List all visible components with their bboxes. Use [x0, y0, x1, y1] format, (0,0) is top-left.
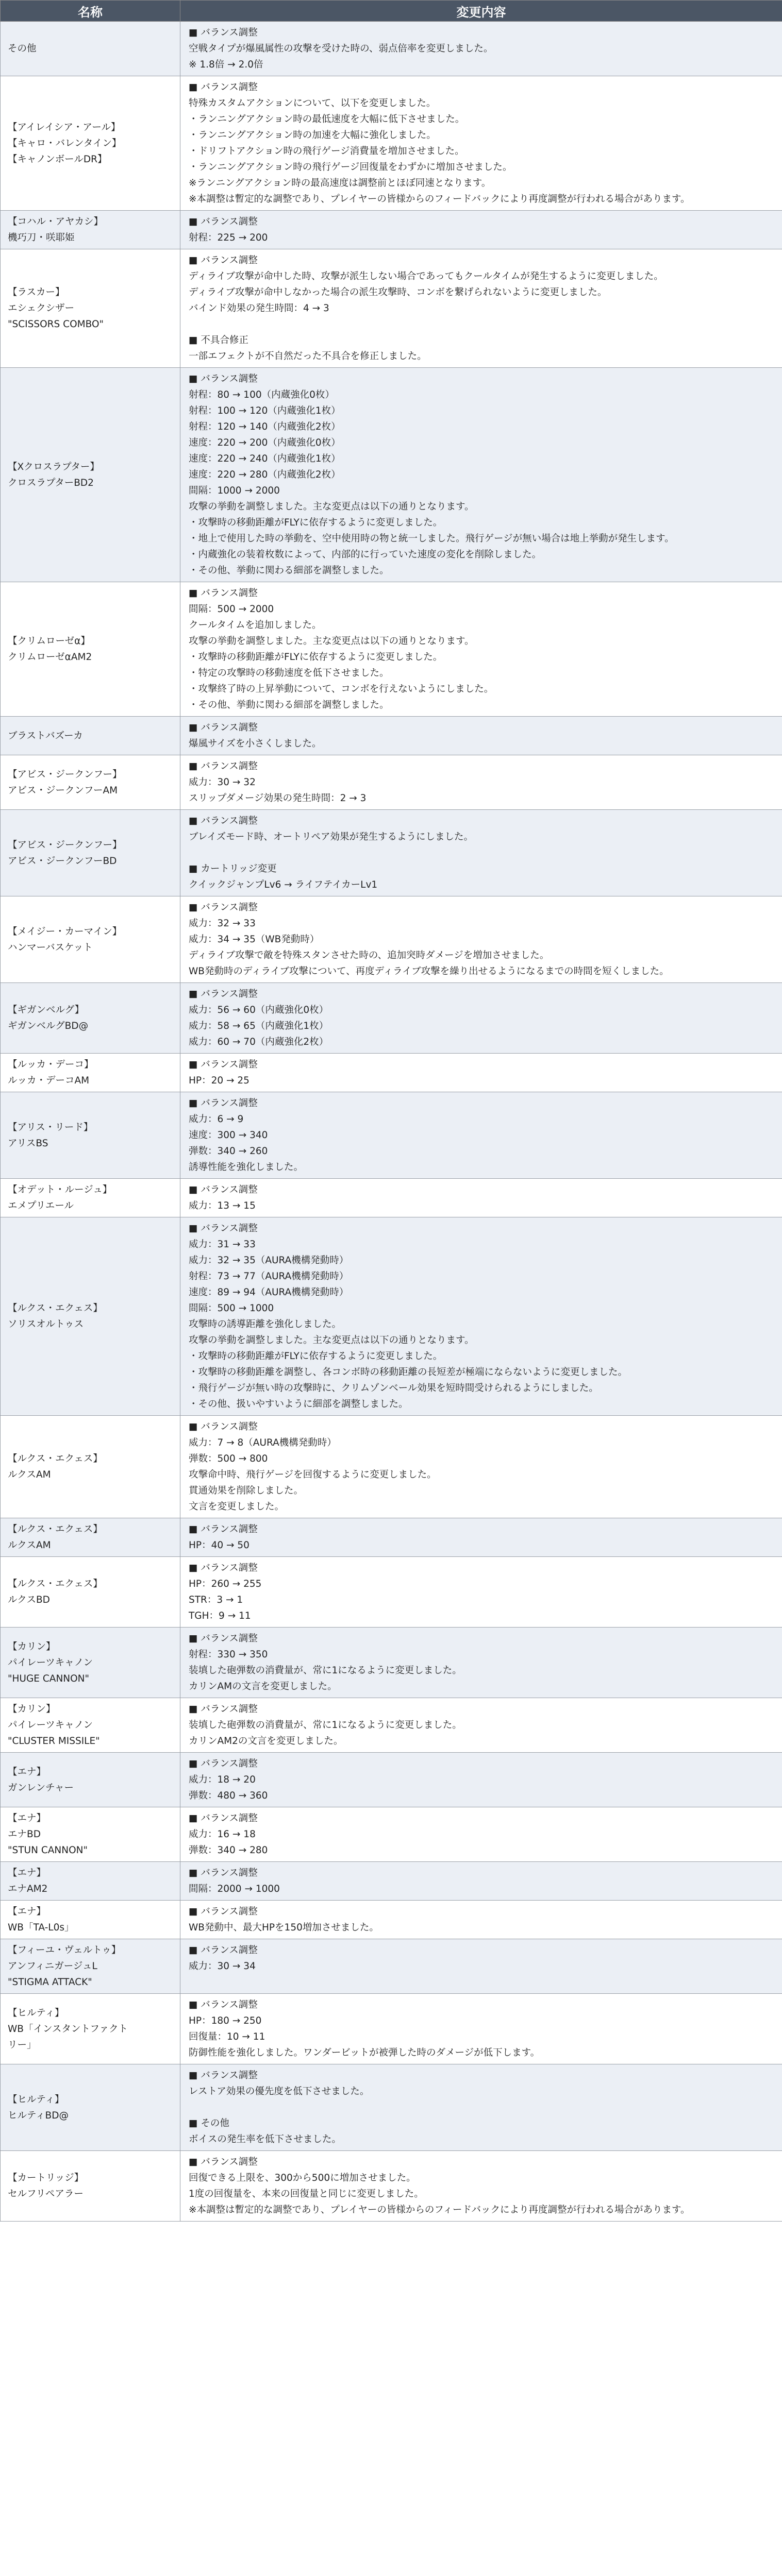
item-name-line: 【ヒルティ】	[8, 2094, 64, 2105]
change-detail-line: ■ バランス調整	[189, 255, 258, 266]
item-name-line: 【エナ】	[8, 1868, 46, 1878]
change-detail-line: ■ バランス調整	[189, 1059, 258, 1070]
change-detail-line: 装填した砲弾数の消費量が、常に1になるように変更しました。	[189, 1665, 462, 1676]
item-name-line: 【カリン】	[8, 1704, 56, 1715]
change-detail-line: 爆風サイズを小さくしました。	[189, 738, 322, 749]
change-detail-line: 射程：100 → 120（内蔵強化1枚）	[189, 405, 341, 416]
change-detail-line: ※本調整は暫定的な調整であり、プレイヤーの皆様からのフィードバックにより再度調整が行われる場合があります。	[189, 194, 690, 205]
change-detail-line: 攻撃命中時、飛行ゲージを回復するように変更しました。	[189, 1469, 437, 1480]
item-name-cell	[1, 1753, 180, 1807]
change-detail-line: ■ バランス調整	[189, 1945, 258, 1956]
change-detail-cell	[180, 1054, 782, 1092]
change-detail-cell	[180, 896, 782, 983]
change-detail-line: 威力：32 → 33	[189, 918, 256, 929]
change-detail-line: HP：180 → 250	[189, 2015, 262, 2026]
table-row	[1, 1179, 782, 1217]
table-row	[1, 1557, 782, 1628]
table-row	[1, 1698, 782, 1753]
change-detail-line: STR：3 → 1	[189, 1595, 243, 1605]
change-detail-line: ※ランニングアクション時の最高速度は調整前とほぼ同速となります。	[189, 178, 491, 189]
change-detail-line: カリンAM2の文言を変更しました。	[189, 1736, 343, 1747]
change-detail-line: 威力：31 → 33	[189, 1239, 256, 1250]
change-detail-cell	[180, 22, 782, 76]
item-name-line: パイレーツキャノン	[8, 1720, 93, 1731]
change-detail-cell	[180, 1807, 782, 1862]
item-name-line: ガンレンチャー	[8, 1782, 74, 1793]
change-detail-line: 間隔：2000 → 1000	[189, 1884, 280, 1894]
change-detail-cell	[180, 582, 782, 717]
change-detail-line: ■ バランス調整	[189, 816, 258, 826]
item-name-line: 【ルッカ・デーコ】	[8, 1059, 94, 1070]
item-name-line: 【ギガンベルグ】	[8, 1005, 85, 1015]
change-detail-line: 間隔：500 → 2000	[189, 604, 274, 615]
item-name-cell	[1, 755, 180, 810]
change-detail-line: 速度：89 → 94（AURA機構発動時）	[189, 1287, 349, 1298]
change-detail-line: 射程：330 → 350	[189, 1649, 268, 1660]
table-row	[1, 211, 782, 249]
change-detail-line: 威力：30 → 34	[189, 1961, 256, 1972]
table-row	[1, 1416, 782, 1518]
table-header-row	[1, 1, 782, 22]
table-row	[1, 1807, 782, 1862]
item-name-line: 【コハル・アヤカシ】	[8, 216, 104, 227]
change-detail-line: ■ バランス調整	[189, 1999, 258, 2010]
item-name-cell	[1, 983, 180, 1054]
change-detail-line: ■ バランス調整	[189, 82, 258, 93]
change-detail-line: ・飛行ゲージが無い時の攻撃時に、クリムゾンベール効果を短時間受けられるようにしました。	[189, 1383, 598, 1394]
item-name-line: "HUGE CANNON"	[8, 1673, 90, 1684]
table-row	[1, 1092, 782, 1179]
change-detail-line: ・その他、扱いやすいように細部を調整しました。	[189, 1399, 408, 1410]
change-detail-line: 射程：80 → 100（内蔵強化0枚）	[189, 389, 335, 400]
change-detail-line: 弾数：480 → 360	[189, 1790, 268, 1801]
change-detail-line: ■ バランス調整	[189, 1906, 258, 1917]
change-detail-line: ※ 1.8倍 → 2.0倍	[189, 59, 263, 70]
item-name-line: 【ラスカー】	[8, 287, 65, 298]
change-detail-line: ディライブ攻撃が命中しなかった場合の派生攻撃時、コンボを繋げられないように変更しました。	[189, 287, 607, 298]
change-detail-line: ■ バランス調整	[189, 2157, 258, 2167]
item-name-line: 【アビス・ジークンフー】	[8, 839, 122, 851]
change-detail-line: 威力：32 → 35（AURA機構発動時）	[189, 1255, 349, 1266]
change-detail-line: 特殊カスタムアクションについて、以下を変更しました。	[189, 98, 436, 109]
change-detail-line: 間隔：500 → 1000	[189, 1303, 274, 1314]
change-detail-cell	[180, 1092, 782, 1179]
change-detail-line: 威力：60 → 70（内蔵強化2枚）	[189, 1037, 329, 1047]
change-detail-line	[189, 2099, 777, 2115]
item-name-cell	[1, 1862, 180, 1901]
change-detail-line	[189, 316, 777, 332]
item-name-line: アンフィニガージュL	[8, 1961, 97, 1972]
change-detail-line: 威力：34 → 35（WB発動時）	[189, 934, 320, 945]
change-detail-line: WB発動中、最大HPを150増加させました。	[189, 1922, 379, 1933]
change-detail-line: 速度：220 → 240（内蔵強化1枚）	[189, 453, 341, 464]
change-detail-line: ・攻撃時の移動距離がFLYに依存するように変更しました。	[189, 1351, 443, 1362]
item-name-line: 【Xクロスラプター】	[8, 461, 99, 472]
change-detail-line: ボイスの発生率を低下させました。	[189, 2134, 341, 2145]
change-detail-line: TGH：9 → 11	[189, 1611, 251, 1621]
change-detail-line: ・攻撃時の移動距離を調整し、各コンボ時の移動距離の長短差が極端にならないように変更しました。	[189, 1367, 628, 1378]
item-name-line: エナBD	[8, 1829, 41, 1840]
change-detail-line: ■ バランス調整	[189, 1184, 258, 1195]
table-row	[1, 1518, 782, 1557]
table-row	[1, 368, 782, 582]
item-name-line: その他	[8, 43, 37, 54]
item-name-cell	[1, 1518, 180, 1557]
change-detail-line: 貫通効果を削除しました。	[189, 1485, 304, 1496]
change-detail-line: カリンAMの文言を変更しました。	[189, 1681, 337, 1692]
change-detail-line: 速度：300 → 340	[189, 1130, 268, 1141]
item-name-line: ソリスオルトゥス	[8, 1319, 84, 1330]
change-detail-line: ■ バランス調整	[189, 1563, 258, 1573]
table-row	[1, 582, 782, 717]
change-detail-line: 1度の回復量を、本来の回復量と同じに変更しました。	[189, 2189, 424, 2199]
item-name-line: リー」	[8, 2039, 37, 2050]
item-name-cell	[1, 1698, 180, 1753]
change-detail-line: ■ 不具合修正	[189, 335, 248, 346]
change-detail-line: クールタイムを追加しました。	[189, 620, 322, 631]
item-name-line: 【エナ】	[8, 1906, 46, 1917]
change-detail-cell	[180, 755, 782, 810]
change-detail-cell	[180, 249, 782, 368]
change-detail-line: ■ バランス調整	[189, 216, 258, 227]
change-detail-line: 射程：73 → 77（AURA機構発動時）	[189, 1271, 349, 1282]
change-detail-line: 回復できる上限を、300から500に増加させました。	[189, 2173, 416, 2183]
item-name-line: ルクスBD	[8, 1595, 50, 1605]
item-name-cell	[1, 1628, 180, 1698]
table-row	[1, 1939, 782, 1994]
item-name-line: "SCISSORS COMBO"	[8, 319, 104, 330]
change-detail-line: ■ バランス調整	[189, 2070, 258, 2081]
item-name-line: セルフリペアラー	[8, 2189, 84, 2199]
item-name-cell	[1, 1179, 180, 1217]
change-detail-cell	[180, 1518, 782, 1557]
item-name-line: 【ルクス・エクェス】	[8, 1303, 103, 1314]
item-name-line: ルッカ・デーコAM	[8, 1075, 90, 1086]
change-detail-line: ・内蔵強化の装着枚数によって、内部的に行っていた速度の変化を削除しました。	[189, 549, 542, 560]
change-detail-line: ・ランニングアクション時の飛行ゲージ回復量をわずかに増加させました。	[189, 162, 512, 173]
change-detail-line: 威力：30 → 32	[189, 777, 256, 788]
item-name-line: 【アイレイシア・アール】	[8, 122, 121, 133]
change-detail-line: 速度：220 → 280（内蔵強化2枚）	[189, 469, 341, 480]
change-detail-line: ・その他、挙動に関わる細部を調整しました。	[189, 700, 389, 710]
change-detail-line: ブレイズモード時、オートリペア効果が発生するようにしました。	[189, 832, 474, 842]
item-name-cell	[1, 1557, 180, 1628]
item-name-line: WB「インスタントファクト	[8, 2023, 128, 2035]
column-header-name: 名称	[1, 1, 180, 22]
item-name-line: 【アビス・ジークンフー】	[8, 769, 122, 780]
change-detail-line: 威力：58 → 65（内蔵強化1枚）	[189, 1021, 329, 1031]
item-name-cell	[1, 211, 180, 249]
change-detail-line: ■ バランス調整	[189, 1524, 258, 1535]
change-detail-line: ■ バランス調整	[189, 1421, 258, 1432]
change-detail-cell	[180, 810, 782, 896]
change-detail-cell	[180, 1753, 782, 1807]
item-name-cell	[1, 810, 180, 896]
change-detail-line: ■ バランス調整	[189, 761, 258, 772]
change-detail-line: ■ バランス調整	[189, 722, 258, 733]
item-name-line: パイレーツキャノン	[8, 1657, 93, 1668]
change-detail-line: ■ カートリッジ変更	[189, 863, 277, 874]
change-detail-line: ・ランニングアクション時の加速を大幅に強化しました。	[189, 130, 436, 141]
change-detail-line: ■ バランス調整	[189, 1868, 258, 1878]
item-name-line: "STUN CANNON"	[8, 1845, 88, 1856]
change-detail-line: ■ バランス調整	[189, 27, 258, 38]
change-detail-line: 威力：6 → 9	[189, 1114, 244, 1125]
change-detail-line: ・特定の攻撃時の移動速度を低下させました。	[189, 668, 389, 679]
table-row	[1, 1994, 782, 2064]
item-name-line: 【ルクス・エクェス】	[8, 1524, 103, 1535]
item-name-line: クロスラプターBD2	[8, 477, 94, 488]
change-detail-line: ■ バランス調整	[189, 1223, 258, 1234]
change-detail-line: HP：260 → 255	[189, 1579, 262, 1589]
change-detail-cell	[180, 1901, 782, 1939]
item-name-line: アビス・ジークンフーBD	[8, 855, 117, 867]
change-detail-line: スリップダメージ効果の発生時間：2 → 3	[189, 793, 367, 804]
item-name-cell	[1, 76, 180, 211]
change-detail-cell	[180, 368, 782, 582]
column-header-change: 変更内容	[180, 1, 782, 22]
change-detail-line: レストア効果の優先度を低下させました。	[189, 2086, 370, 2097]
item-name-cell	[1, 1807, 180, 1862]
item-name-line: アビス・ジークンフーAM	[8, 785, 118, 796]
change-detail-line: ・攻撃終了時の上昇挙動について、コンボを行えないようにしました。	[189, 684, 494, 694]
item-name-line: エシェクシザー	[8, 303, 75, 314]
item-name-line: ブラストバズーカ	[8, 730, 83, 741]
change-detail-cell	[180, 983, 782, 1054]
change-detail-cell	[180, 717, 782, 755]
change-detail-line: 防御性能を強化しました。ワンダービットが被弾した時のダメージが低下します。	[189, 2047, 540, 2058]
item-name-line: "STIGMA ATTACK"	[8, 1977, 92, 1988]
change-detail-line: ディライブ攻撃で敵を特殊スタンさせた時の、追加突時ダメージを増加させました。	[189, 950, 550, 961]
item-name-cell	[1, 1416, 180, 1518]
change-detail-line: 文言を変更しました。	[189, 1501, 285, 1512]
item-name-cell	[1, 582, 180, 717]
change-detail-line: 攻撃の挙動を調整しました。主な変更点は以下の通りとなります。	[189, 1335, 474, 1346]
change-detail-cell	[180, 1994, 782, 2064]
item-name-line: ギガンベルグBD@	[8, 1021, 89, 1031]
item-name-line: 【キャロ・バレンタイン】	[8, 138, 122, 149]
item-name-line: 【カリン】	[8, 1641, 56, 1652]
change-detail-cell	[180, 1217, 782, 1416]
change-detail-line: WB発動時のディライブ攻撃について、再度ディライブ攻撃を繰り出せるようになるまでの時間を短くしました。	[189, 966, 669, 977]
item-name-cell	[1, 2151, 180, 2222]
change-detail-line: 威力：18 → 20	[189, 1774, 256, 1785]
item-name-line: 【ルクス・エクェス】	[8, 1453, 103, 1464]
item-name-cell	[1, 22, 180, 76]
item-name-line: 機巧刀・咲耶姫	[8, 232, 75, 243]
table-row	[1, 755, 782, 810]
item-name-line: 【メイジー・カーマイン】	[8, 926, 122, 937]
change-detail-cell	[180, 1862, 782, 1901]
change-detail-cell	[180, 211, 782, 249]
change-detail-line: ■ バランス調整	[189, 1704, 258, 1715]
item-name-line: クリムローゼαAM2	[8, 652, 92, 663]
item-name-line: アリスBS	[8, 1138, 48, 1149]
change-detail-cell	[180, 1179, 782, 1217]
change-detail-line: ■ バランス調整	[189, 588, 258, 599]
item-name-line: 【フィーユ・ヴェルトゥ】	[8, 1945, 121, 1956]
change-detail-line: 射程：120 → 140（内蔵強化2枚）	[189, 421, 341, 432]
change-detail-line	[189, 845, 777, 861]
change-detail-line: 速度：220 → 200（内蔵強化0枚）	[189, 437, 341, 448]
change-detail-line: 威力：16 → 18	[189, 1829, 256, 1840]
item-name-cell	[1, 1939, 180, 1994]
item-name-line: 【エナ】	[8, 1813, 46, 1824]
item-name-cell	[1, 1901, 180, 1939]
item-name-line: 【キャノンボールDR】	[8, 154, 107, 165]
change-detail-line: クイックジャンプLv6 → ライフテイカーLv1	[189, 879, 378, 890]
item-name-line: WB「TA-L0s」	[8, 1922, 74, 1933]
change-detail-line: ・ランニングアクション時の最低速度を大幅に低下させました。	[189, 114, 465, 125]
change-detail-line: 誘導性能を強化しました。	[189, 1162, 304, 1173]
change-detail-line: HP：40 → 50	[189, 1540, 249, 1551]
item-name-cell	[1, 1217, 180, 1416]
change-detail-line: 威力：7 → 8（AURA機構発動時）	[189, 1437, 337, 1448]
change-detail-line: ■ バランス調整	[189, 989, 258, 999]
change-detail-line: ■ バランス調整	[189, 1813, 258, 1824]
change-detail-line: HP：20 → 25	[189, 1075, 249, 1086]
item-name-line: 【アリス・リード】	[8, 1122, 93, 1133]
change-detail-line: ■ バランス調整	[189, 374, 258, 384]
item-name-line: "CLUSTER MISSILE"	[8, 1736, 100, 1747]
change-detail-line: ・攻撃時の移動距離がFLYに依存するように変更しました。	[189, 652, 443, 663]
item-name-line: エナAM2	[8, 1884, 48, 1894]
table-row	[1, 810, 782, 896]
change-detail-line: ■ バランス調整	[189, 1758, 258, 1769]
item-name-cell	[1, 2064, 180, 2151]
item-name-line: ハンマーバスケット	[8, 942, 93, 953]
change-detail-line: 弾数：340 → 260	[189, 1146, 268, 1157]
change-detail-line: 威力：13 → 15	[189, 1200, 256, 1211]
change-detail-line: ※本調整は暫定的な調整であり、プレイヤーの皆様からのフィードバックにより再度調整が行われる場合があります。	[189, 2205, 690, 2215]
item-name-cell	[1, 249, 180, 368]
change-detail-line: ディライブ攻撃が命中した時、攻撃が派生しない場合であってもクールタイムが発生するように変更しました。	[189, 271, 663, 282]
table-row	[1, 76, 782, 211]
change-detail-cell	[180, 2064, 782, 2151]
change-detail-cell	[180, 2151, 782, 2222]
item-name-cell	[1, 1054, 180, 1092]
item-name-cell	[1, 1994, 180, 2064]
table-row	[1, 1628, 782, 1698]
table-row	[1, 983, 782, 1054]
change-detail-line: 攻撃の挙動を調整しました。主な変更点は以下の通りとなります。	[189, 636, 474, 647]
change-detail-cell	[180, 1939, 782, 1994]
table-row	[1, 1862, 782, 1901]
change-detail-line: 回復量：10 → 11	[189, 2031, 265, 2042]
change-detail-line: ・攻撃時の移動距離がFLYに依存するように変更しました。	[189, 517, 443, 528]
table-row	[1, 1217, 782, 1416]
table-body	[1, 22, 782, 2222]
table-row	[1, 896, 782, 983]
change-detail-line: ・ドリフトアクション時の飛行ゲージ消費量を増加させました。	[189, 146, 464, 157]
change-detail-line: バインド効果の発生時間：4 → 3	[189, 303, 329, 314]
change-detail-line: 攻撃の挙動を調整しました。主な変更点は以下の通りとなります。	[189, 501, 474, 512]
change-detail-line: 威力：56 → 60（内蔵強化0枚）	[189, 1005, 329, 1015]
change-detail-line: 空戦タイプが爆風属性の攻撃を受けた時の、弱点倍率を変更しました。	[189, 43, 493, 54]
change-detail-line: ■ バランス調整	[189, 902, 258, 913]
change-detail-cell	[180, 1416, 782, 1518]
change-detail-line: ■ バランス調整	[189, 1098, 258, 1109]
table-row	[1, 2064, 782, 2151]
change-detail-line: ■ その他	[189, 2118, 229, 2129]
change-detail-cell	[180, 1557, 782, 1628]
change-detail-line: 射程：225 → 200	[189, 232, 268, 243]
table-row	[1, 717, 782, 755]
item-name-line: 【エナ】	[8, 1766, 46, 1777]
item-name-line: ルクスAM	[8, 1469, 51, 1480]
change-detail-line: ・その他、挙動に関わる細部を調整しました。	[189, 565, 389, 576]
table-row	[1, 1901, 782, 1939]
table-row	[1, 1054, 782, 1092]
change-detail-line: ・地上で使用した時の挙動を、空中使用時の物と統一しました。飛行ゲージが無い場合は地上挙動が発生します。	[189, 533, 674, 544]
item-name-line: エメプリエール	[8, 1200, 74, 1211]
item-name-line: 【ヒルティ】	[8, 2007, 64, 2019]
item-name-line: 【クリムローゼα】	[8, 636, 90, 647]
item-name-line: 【オデット・ルージュ】	[8, 1184, 112, 1195]
item-name-line: 【カートリッジ】	[8, 2173, 84, 2183]
table-row	[1, 1753, 782, 1807]
table-row	[1, 249, 782, 368]
change-detail-line: 弾数：500 → 800	[189, 1453, 268, 1464]
item-name-cell	[1, 896, 180, 983]
item-name-cell	[1, 1092, 180, 1179]
item-name-line: ヒルティBD@	[8, 2110, 69, 2121]
item-name-line: ルクスAM	[8, 1540, 51, 1551]
change-detail-line: 一部エフェクトが不自然だった不具合を修正しました。	[189, 351, 427, 362]
table-row	[1, 22, 782, 76]
item-name-cell	[1, 717, 180, 755]
change-detail-line: 装填した砲弾数の消費量が、常に1になるように変更しました。	[189, 1720, 462, 1731]
item-name-line: 【ルクス・エクェス】	[8, 1579, 103, 1589]
change-detail-line: 間隔：1000 → 2000	[189, 485, 280, 496]
change-detail-cell	[180, 1628, 782, 1698]
change-detail-line: 攻撃時の誘導距離を強化しました。	[189, 1319, 342, 1330]
change-detail-cell	[180, 76, 782, 211]
change-detail-line: 弾数：340 → 280	[189, 1845, 268, 1856]
change-detail-line: ■ バランス調整	[189, 1633, 258, 1644]
change-detail-cell	[180, 1698, 782, 1753]
table-row	[1, 2151, 782, 2222]
item-name-cell	[1, 368, 180, 582]
